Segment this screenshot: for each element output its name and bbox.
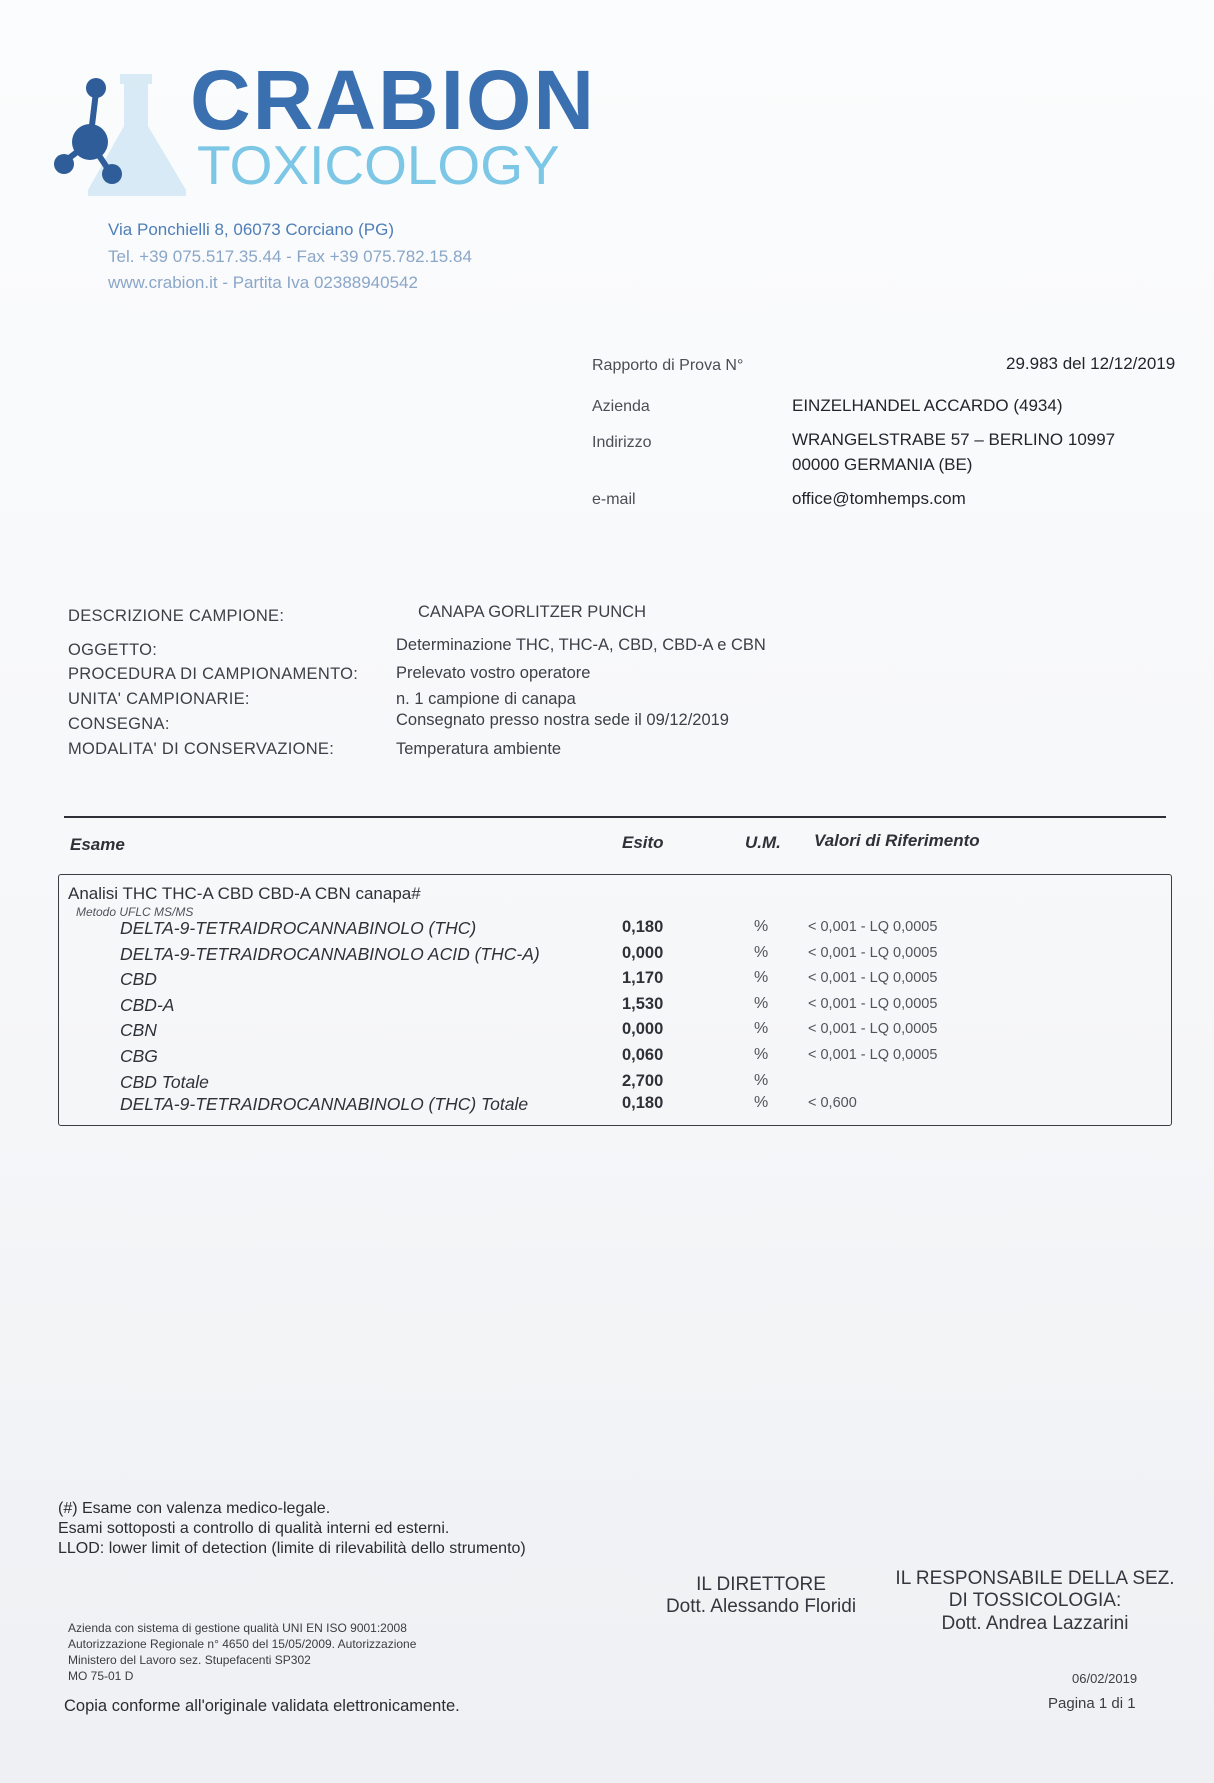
email-label: e-mail — [592, 491, 636, 508]
analyte-name: DELTA-9-TETRAIDROCANNABINOLO (THC) — [120, 918, 477, 938]
col-header-result: Esito — [622, 833, 664, 852]
analyte-unit: % — [754, 1046, 769, 1063]
sample-description-value: CANAPA GORLITZER PUNCH — [418, 603, 646, 621]
analyte-name: DELTA-9-TETRAIDROCANNABINOLO (THC) Totale — [120, 1094, 529, 1114]
units-label: UNITA' CAMPIONARIE: — [68, 690, 250, 708]
analyte-result: 0,060 — [622, 1046, 664, 1064]
address-label: Indirizzo — [592, 434, 652, 451]
analyte-unit: % — [754, 1020, 769, 1037]
sample-description-label: DESCRIZIONE CAMPIONE: — [68, 607, 285, 625]
analyte-result: 1,170 — [622, 969, 664, 987]
storage-value: Temperatura ambiente — [396, 740, 562, 758]
analyte-reference: < 0,001 - LQ 0,0005 — [808, 919, 938, 935]
analyte-unit: % — [754, 969, 769, 986]
head-title-line2: DI TOSSICOLOGIA: — [948, 1590, 1122, 1611]
analyte-unit: % — [754, 995, 769, 1012]
analyte-result: 1,530 — [622, 995, 664, 1013]
col-header-unit: U.M. — [745, 833, 781, 852]
procedure-label: PROCEDURA DI CAMPIONAMENTO: — [68, 665, 359, 683]
analyte-unit: % — [754, 1094, 769, 1111]
logo-wordmark-crabion: CRABION — [190, 53, 596, 147]
analyte-reference: < 0,001 - LQ 0,0005 — [808, 996, 938, 1012]
storage-label: MODALITA' DI CONSERVAZIONE: — [68, 740, 335, 758]
analyte-name: CBD-A — [120, 995, 175, 1015]
report-number-value: 29.983 del 12/12/2019 — [1006, 354, 1176, 373]
cert-line1: Azienda con sistema di gestione qualità UNI EN ISO 9001:2008 — [68, 1621, 407, 1635]
procedure-value: Prelevato vostro operatore — [396, 664, 591, 682]
lab-web-vat: www.crabion.it - Partita Iva 02388940542 — [108, 273, 418, 292]
note-quality: Esami sottoposti a controllo di qualità interni ed esterni. — [58, 1520, 450, 1537]
analyte-unit: % — [754, 1072, 769, 1089]
head-title-line1: IL RESPONSABILE DELLA SEZ. — [895, 1568, 1175, 1589]
company-label: Azienda — [592, 398, 650, 415]
cert-line3: Ministero del Lavoro sez. Stupefacenti SP302 — [68, 1653, 311, 1667]
lab-phone-fax: Tel. +39 075.517.35.44 - Fax +39 075.782.15.84 — [108, 247, 472, 266]
analysis-method: Metodo UFLC MS/MS — [76, 905, 194, 919]
page-number: Pagina 1 di 1 — [1048, 1695, 1136, 1712]
cert-line2: Autorizzazione Regionale n° 4650 del 15/05/2009. Autorizzazione — [68, 1637, 417, 1651]
delivery-label: CONSEGNA: — [68, 715, 170, 733]
analyte-reference: < 0,001 - LQ 0,0005 — [808, 945, 938, 961]
cert-line4: MO 75-01 D — [68, 1669, 134, 1683]
col-header-exam: Esame — [70, 835, 125, 854]
table-row — [0, 918, 1214, 944]
address-line2: 00000 GERMANIA (BE) — [792, 455, 973, 474]
note-llod: LLOD: lower limit of detection (limite di rilevabilità dello strumento) — [58, 1540, 526, 1557]
logo-wordmark-toxicology: TOXICOLOGY — [197, 134, 560, 196]
analyte-reference: < 0,001 - LQ 0,0005 — [808, 1047, 938, 1063]
report-number-label: Rapporto di Prova N° — [592, 357, 744, 374]
object-label: OGGETTO: — [68, 641, 158, 659]
analyte-reference: < 0,001 - LQ 0,0005 — [808, 1021, 938, 1037]
analyte-name: DELTA-9-TETRAIDROCANNABINOLO ACID (THC-A) — [120, 944, 540, 964]
table-row — [0, 969, 1214, 995]
footer-date: 06/02/2019 — [1072, 1671, 1138, 1686]
table-row — [0, 1094, 1214, 1120]
lab-address: Via Ponchielli 8, 06073 Corciano (PG) — [108, 220, 395, 239]
flask-molecule-logo-icon — [52, 70, 192, 200]
object-value: Determinazione THC, THC-A, CBD, CBD-A e CBN — [396, 636, 766, 654]
address-line1: WRANGELSTRABE 57 – BERLINO 10997 — [792, 430, 1116, 449]
company-value: EINZELHANDEL ACCARDO (4934) — [792, 396, 1063, 415]
table-row — [0, 1046, 1214, 1072]
analyte-name: CBD Totale — [120, 1072, 209, 1092]
analyte-result: 0,180 — [622, 918, 664, 936]
analyte-result: 2,700 — [622, 1072, 664, 1090]
analyte-unit: % — [754, 918, 769, 935]
email-value: office@tomhemps.com — [792, 489, 966, 508]
analyte-unit: % — [754, 944, 769, 961]
col-header-reference: Valori di Riferimento — [814, 831, 980, 850]
analyte-name: CBN — [120, 1020, 157, 1040]
head-name: Dott. Andrea Lazzarini — [941, 1613, 1129, 1634]
table-top-rule — [64, 816, 1166, 818]
director-title: IL DIRETTORE — [696, 1574, 826, 1595]
units-value: n. 1 campione di canapa — [396, 690, 576, 708]
analyte-reference: < 0,600 — [808, 1095, 857, 1111]
analyte-result: 0,000 — [622, 1020, 664, 1038]
table-row — [0, 995, 1214, 1021]
note-legal: (#) Esame con valenza medico-legale. — [58, 1500, 331, 1517]
copy-conformity-note: Copia conforme all'originale validata elettronicamente. — [64, 1697, 460, 1715]
analyte-reference: < 0,001 - LQ 0,0005 — [808, 970, 938, 986]
analyte-name: CBD — [120, 969, 157, 989]
director-name: Dott. Alessando Floridi — [665, 1596, 857, 1617]
delivery-value: Consegnato presso nostra sede il 09/12/2019 — [396, 711, 729, 729]
analyte-result: 0,180 — [622, 1094, 664, 1112]
analyte-result: 0,000 — [622, 944, 664, 962]
analysis-group-title: Analisi THC THC-A CBD CBD-A CBN canapa# — [68, 884, 421, 903]
analyte-name: CBG — [120, 1046, 158, 1066]
table-row — [0, 944, 1214, 970]
table-row — [0, 1020, 1214, 1046]
